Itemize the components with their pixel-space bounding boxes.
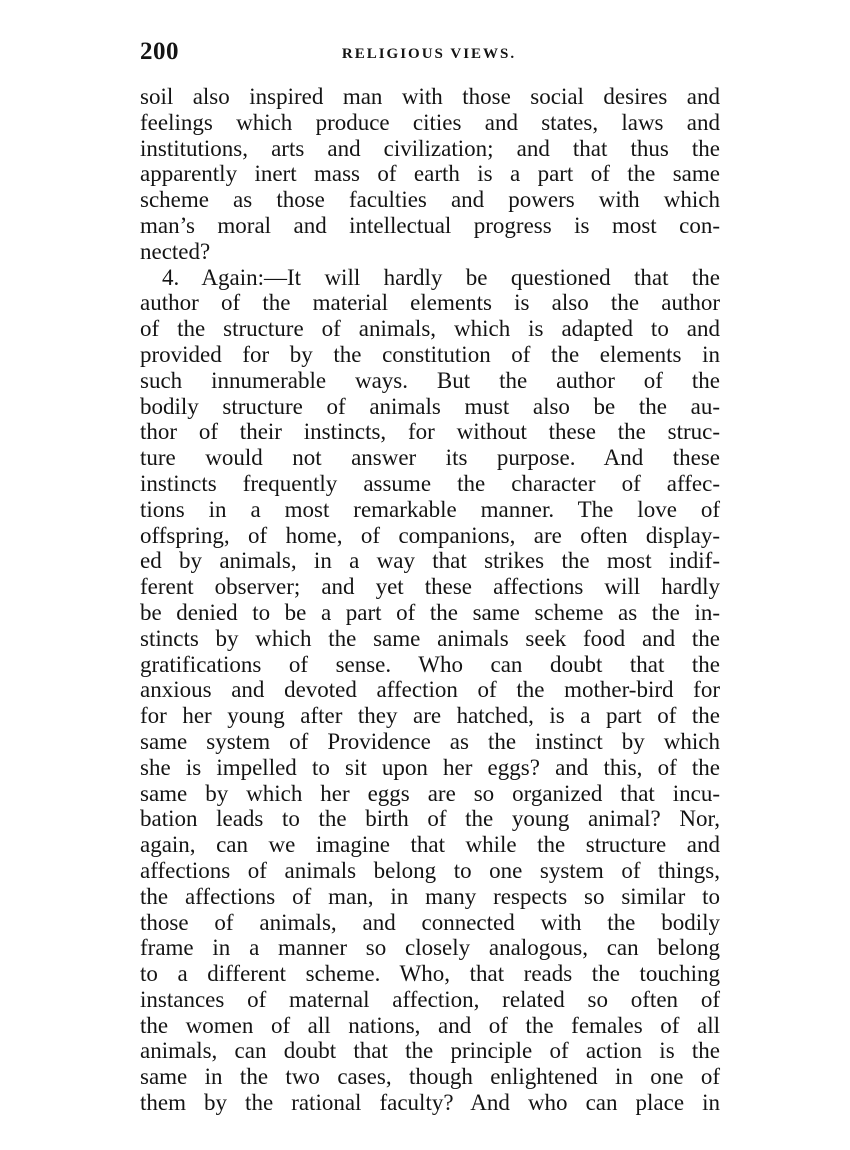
body-text [140, 84, 720, 1116]
text-line: bation leads to the birth of the young animal? Nor, [140, 806, 720, 832]
text-line: again, can we imagine that while the structure and [140, 832, 720, 858]
text-line: offspring, of home, of companions, are often display- [140, 522, 720, 548]
text-line: anxious and devoted affection of the mother-bird for [140, 677, 720, 703]
text-line: of the structure of animals, which is adapted to and [140, 316, 720, 342]
text-line: man’s moral and intellectual progress is most con- [140, 212, 720, 238]
text-line: to a different scheme. Who, that reads the touching [140, 961, 720, 987]
text-line: ture would not answer its purpose. And these [140, 445, 720, 471]
text-line: apparently inert mass of earth is a part of the same [140, 161, 720, 187]
text-line: be denied to be a part of the same scheme as the in- [140, 599, 720, 625]
text-line: the affections of man, in many respects so similar to [140, 883, 720, 909]
text-line: the women of all nations, and of the females of all [140, 1012, 720, 1038]
text-line: such innumerable ways. But the author of the [140, 367, 720, 393]
text-line: animals, can doubt that the principle of action is the [140, 1038, 720, 1064]
text-line: scheme as those faculties and powers with which [140, 187, 720, 213]
running-head: RELIGIOUS VIEWS. [341, 46, 517, 62]
page-header [140, 38, 718, 74]
paragraph-start-line: 4. Again:—It will hardly be questioned that the [162, 264, 720, 290]
text-line: instances of maternal affection, related so often of [140, 986, 720, 1012]
text-line: frame in a manner so closely analogous, can belong [140, 935, 720, 961]
text-line: provided for by the constitution of the elements in [140, 341, 720, 367]
text-line: ed by animals, in a way that strikes the most indif- [140, 548, 720, 574]
text-line: them by the rational faculty? And who can place in [140, 1090, 720, 1116]
text-line: bodily structure of animals must also be the au- [140, 393, 720, 419]
text-line: those of animals, and connected with the bodily [140, 909, 720, 935]
page-number: 200 [140, 38, 179, 65]
text-line: she is impelled to sit upon her eggs? and this, of the [140, 754, 720, 780]
text-line: tions in a most remarkable manner. The love of [140, 496, 720, 522]
text-line: for her young after they are hatched, is a part of the [140, 703, 720, 729]
text-line: same in the two cases, though enlightened in one of [140, 1064, 720, 1090]
text-line: thor of their instincts, for without these the struc- [140, 419, 720, 445]
text-line: affections of animals belong to one system of things, [140, 857, 720, 883]
text-line: same by which her eggs are so organized that incu- [140, 780, 720, 806]
text-line: author of the material elements is also the author [140, 290, 720, 316]
text-line: ferent observer; and yet these affections will hardly [140, 574, 720, 600]
text-line: gratifications of sense. Who can doubt that the [140, 651, 720, 677]
text-line: nected? [140, 238, 211, 264]
text-line: instincts frequently assume the character of affec- [140, 470, 720, 496]
text-line: same system of Providence as the instinct by which [140, 728, 720, 754]
text-line: soil also inspired man with those social desires and [140, 84, 720, 109]
text-line: institutions, arts and civilization; and that thus the [140, 135, 720, 161]
text-line: feelings which produce cities and states, laws and [140, 109, 720, 135]
text-line: stincts by which the same animals seek food and the [140, 625, 720, 651]
